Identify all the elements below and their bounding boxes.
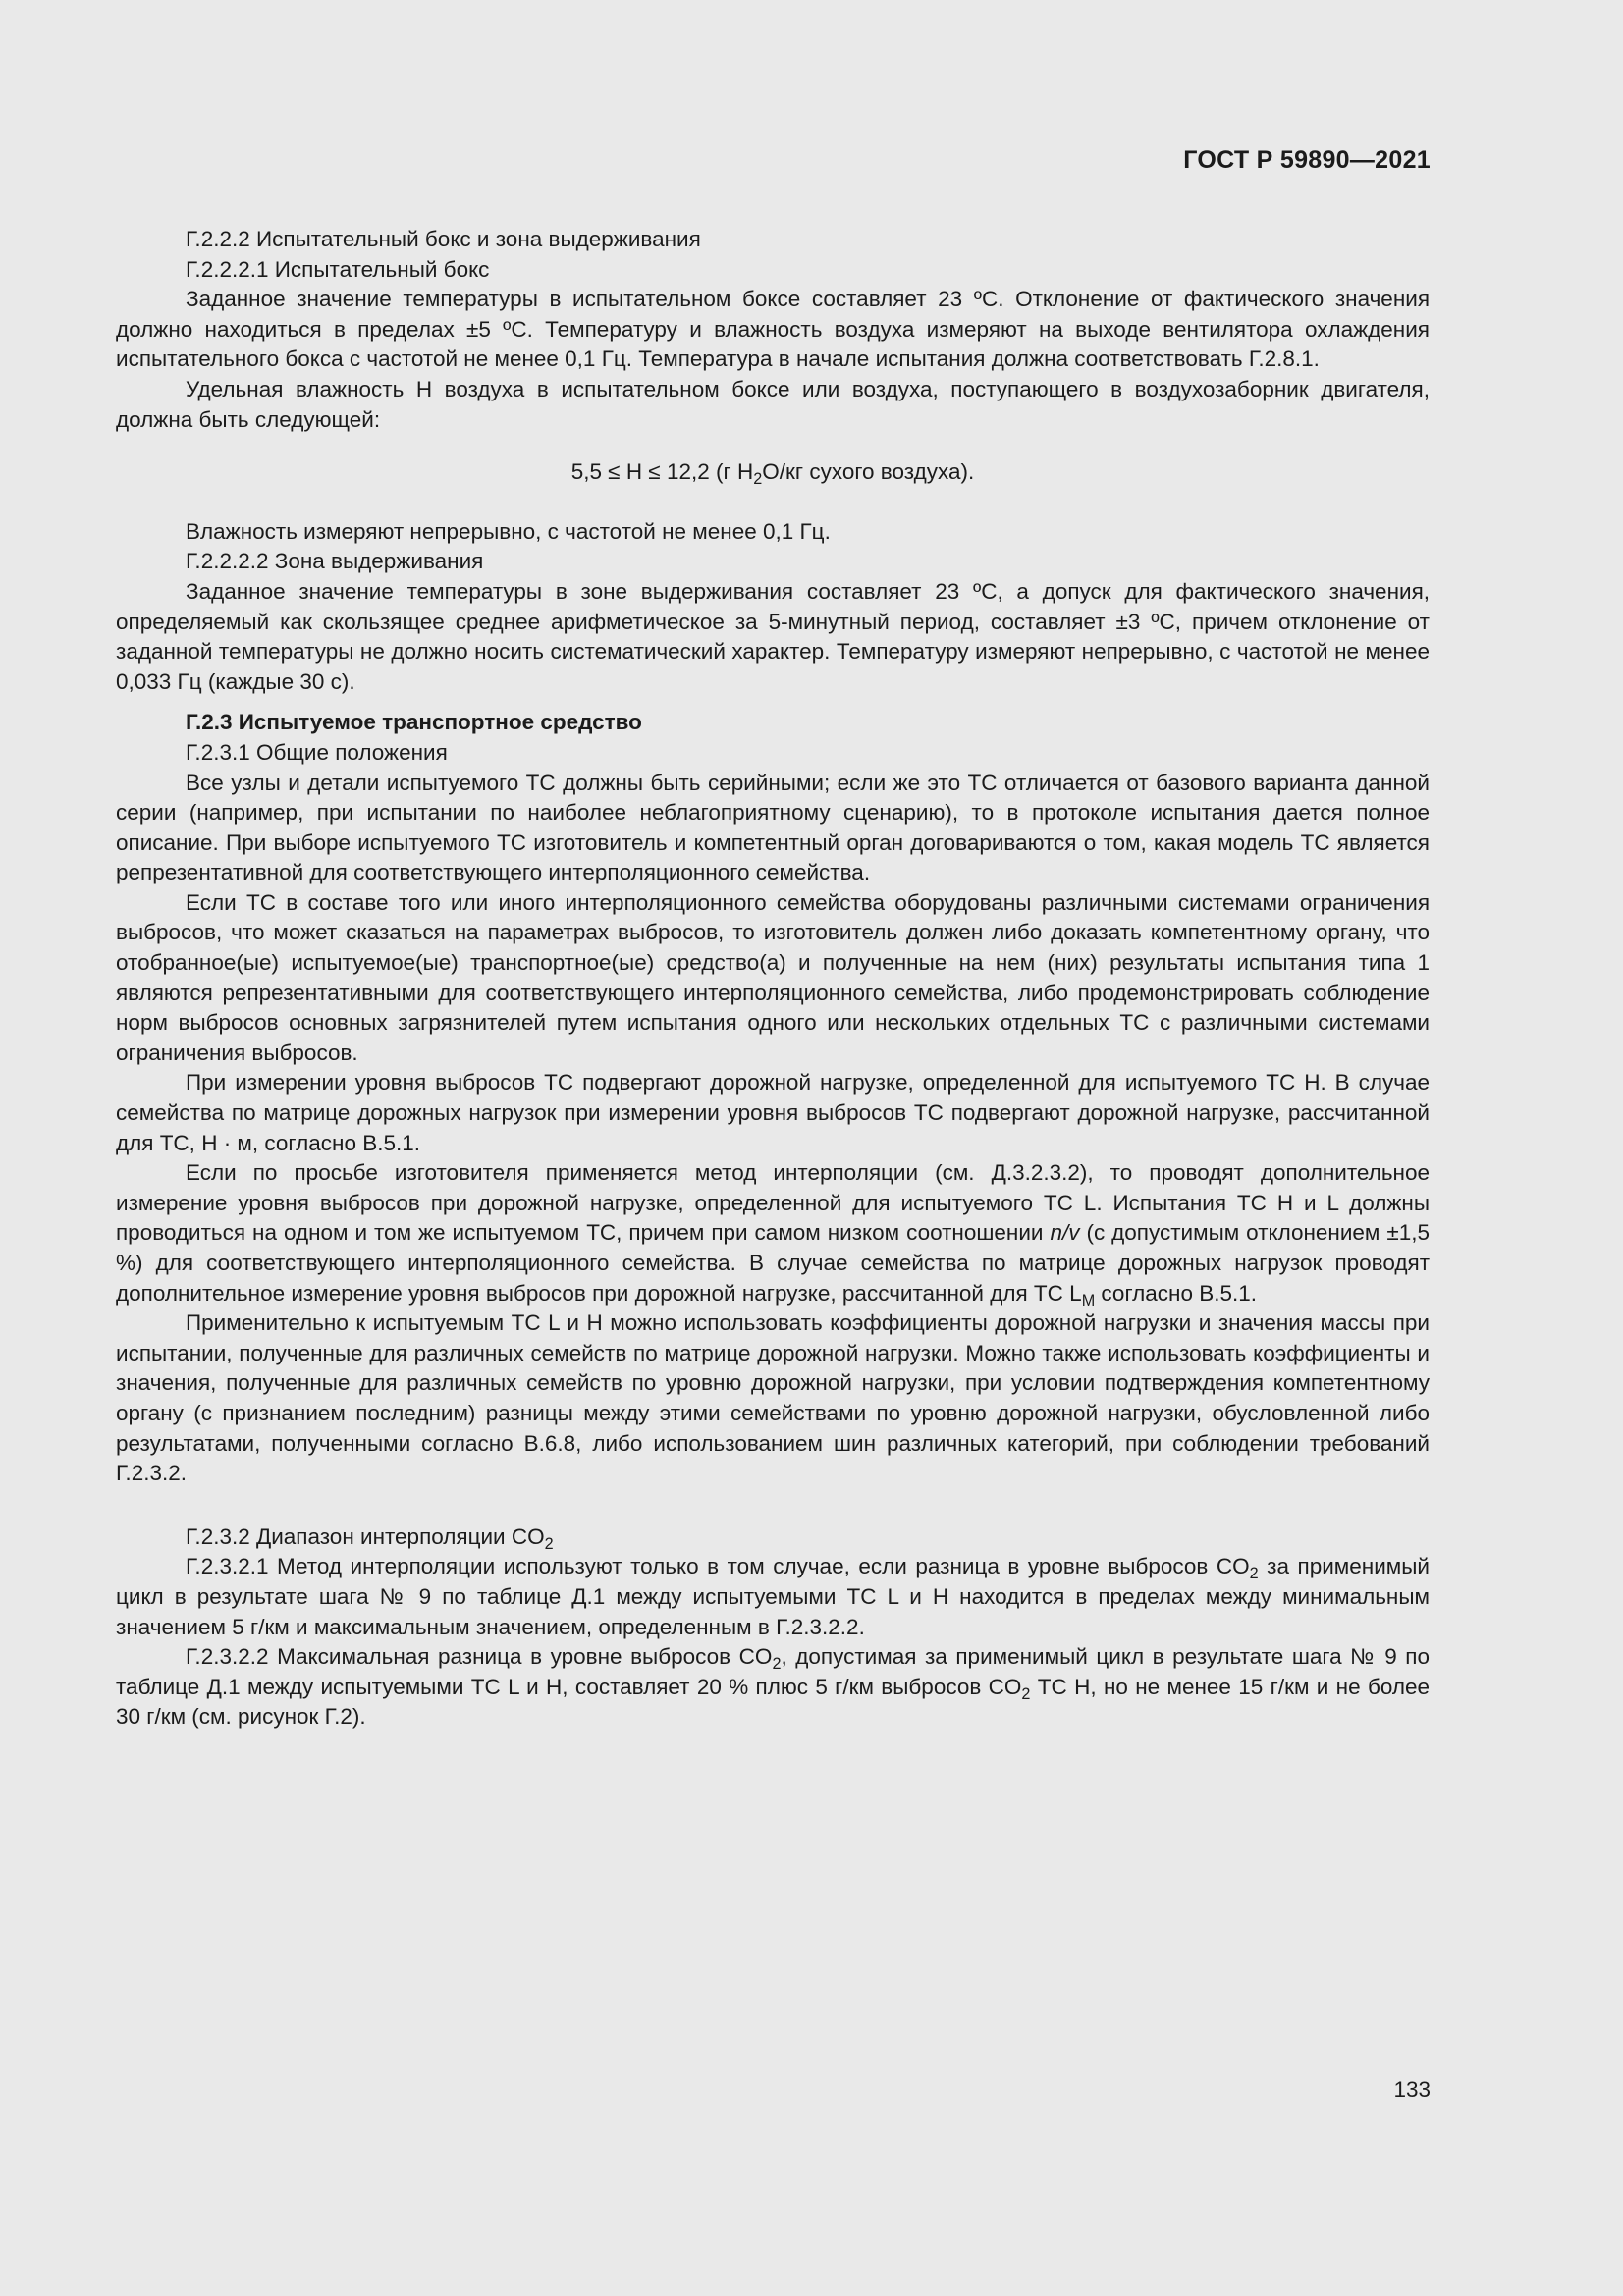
subsection-heading-g231: Г.2.3.1 Общие положения: [186, 739, 448, 765]
section-heading-g23: Г.2.3 Испытуемое транспортное средство: [186, 710, 642, 735]
paragraph-soak-area: Заданное значение температуры в зоне выдерживания составляет 23 ºС, а допуск для фактического значения, определяемый как скользящее среднее арифметическое за 5-минутный период, составляет ±3 ºС, причем отклонение от заданной температуры не должно носить систематический характер. Температуру измеряют непрерывно, с частотой не менее 0,033 Гц (каждые 30 с).: [116, 578, 1430, 694]
paragraph-interpolation-method: Если по просьбе изготовителя применяется метод интерполяции (см. Д.3.2.3.2), то проводят дополнительное измерение уровня выбросов при дорожной нагрузке, определенной для испытуемого ТС L. Испытания ТС H и L должны проводиться на одном и том же испытуемом ТС, причем при самом низком соотношении n/v (с допустимым отклонением ±1,5 %) для соответствующего интерполяционного семейства. В случае семейства по матрице дорожных нагрузок проводят дополнительное измерение уровня выбросов при дорожной нагрузке, рассчитанной для ТС $L_M$ согласно В.5.1.: [116, 1160, 1430, 1309]
humidity-formula: 5,5 ≤ H ≤ 12,2 (г $H_2O/кг$ сухого воздуха).: [570, 459, 975, 489]
paragraph-humidity: Удельная влажность H воздуха в испытательном боксе или воздуха, поступающего в воздухозаборник двигателя, должна быть следующей:: [116, 376, 1430, 432]
subsection-heading-g232: Г.2.3.2 Диапазон интерполяции $CO_2$: [186, 1523, 554, 1553]
subsection-heading-g22222: Г.2.2.2.2 Зона выдерживания: [186, 549, 484, 574]
document-header: ГОСТ Р 59890—2021: [1183, 146, 1431, 174]
paragraph-humidity-measurement: Влажность измеряют непрерывно, с частотой не менее 0,1 Гц.: [186, 518, 831, 544]
paragraph-g2321: Г.2.3.2.1 Метод интерполяции используют только в том случае, если разница в уровне выбросов $CO_2$ за применимый цикл в результате шага № 9 по таблице Д.1 между испытуемыми ТС L и H находится в пределах между минимальным значением 5 г/км и максимальным значением, определенным в Г.2.3.2.2.: [116, 1554, 1430, 1639]
paragraph-g2322: Г.2.3.2.2 Максимальная разница в уровне выбросов $CO_2$, допустимая за применимый цикл в результате шага № 9 по таблице Д.1 между испытуемыми ТС L и H, составляет 20 % плюс 5 г/км выбросов $CO_2$ ТС H, но не менее 15 г/км и не более 30 г/км (см. рисунок Г.2).: [116, 1644, 1431, 1730]
subsection-heading-g22221: Г.2.2.2.1 Испытательный бокс: [186, 256, 490, 282]
paragraph-serial-parts: Все узлы и детали испытуемого ТС должны быть серийными; если же это ТС отличается от базового варианта данной серии (например, при испытании по наиболее неблагоприятному сценарию), то в протоколе испытания дается полное описание. При выборе испытуемого ТС изготовитель и компетентный орган договариваются о том, какая модель ТС является репрезентативной для соответствующего интерполяционного семейства.: [116, 770, 1430, 885]
paragraph-test-box-temperature: Заданное значение температуры в испытательном боксе составляет 23 ºС. Отклонение от фактического значения должно находиться в пределах ±5 ºС. Температуру и влажность воздуха измеряют на выходе вентилятора охлаждения испытательного бокса с частотой не менее 0,1 Гц. Температура в начале испытания должна соответствовать Г.2.8.1.: [116, 287, 1430, 372]
paragraph-emission-systems: Если ТС в составе того или иного интерполяционного семейства оборудованы различными системами ограничения выбросов, что может сказаться на параметрах выбросов, то изготовитель должен либо доказать компетентному органу, что отобранное(ые) испытуемое(ые) транспортное(ые) средство(а) и полученные на нем (них) результаты испытания типа 1 являются репрезентативными для соответствующего интерполяционного семейства, либо продемонстрировать соблюдение норм выбросов основных загрязнителей путем испытания одного или нескольких отдельных ТС с различными системами ограничения выбросов.: [116, 889, 1430, 1065]
paragraph-road-load-h: При измерении уровня выбросов ТС подвергают дорожной нагрузке, определенной для испытуемого ТС H. В случае семейства по матрице дорожных нагрузок при измерении уровня выбросов ТС подвергают дорожной нагрузке, рассчитанной для ТС, H · м, согласно В.5.1.: [116, 1070, 1430, 1155]
document-body: [116, 225, 1430, 1733]
subsection-heading-g2222: Г.2.2.2 Испытательный бокс и зона выдерживания: [186, 227, 701, 251]
paragraph-road-load-coefficients: Применительно к испытуемым ТС L и H можно использовать коэффициенты дорожной нагрузки и значения массы при испытании, полученные для различных семейств по матрице дорожной нагрузки. Можно также использовать коэффициенты и значения, полученные для различных семейств по уровню дорожной нагрузки, при условии подтверждения компетентному органу (с признанием последним) разницы между этими семействами по уровню дорожной нагрузки, обусловленной либо результатами, полученными согласно В.6.8, либо использованием шин различных категорий, при соблюдении требований Г.2.3.2.: [116, 1310, 1430, 1486]
page-number: 133: [1393, 2077, 1431, 2102]
